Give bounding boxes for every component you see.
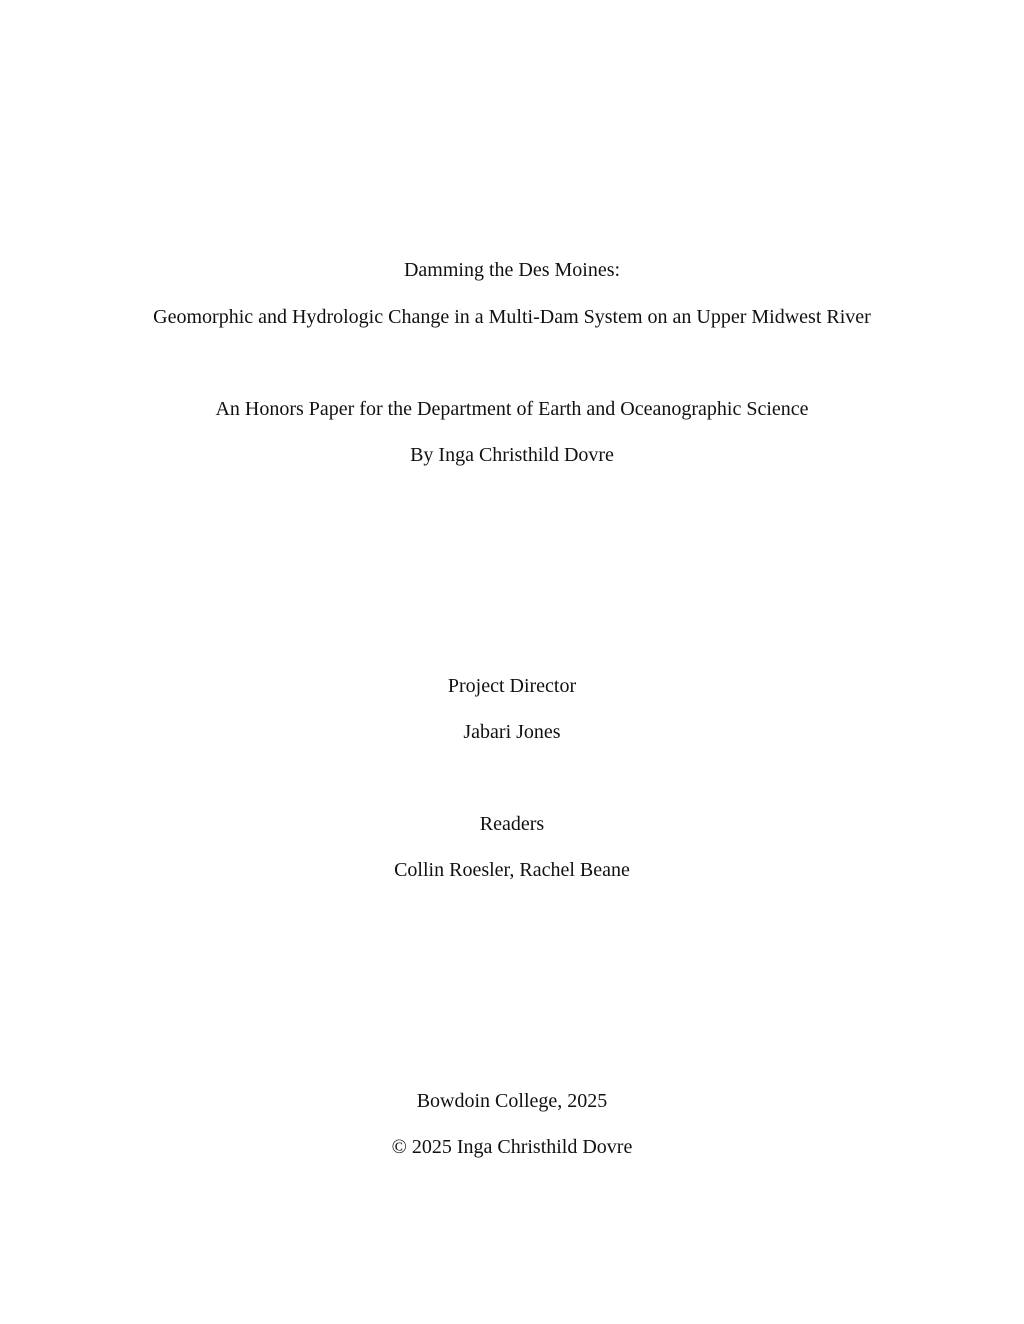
author-line: By Inga Christhild Dovre	[410, 444, 614, 466]
copyright-line: © 2025 Inga Christhild Dovre	[391, 1136, 633, 1158]
readers-label: Readers	[479, 813, 545, 835]
paper-title: Damming the Des Moines:	[403, 259, 621, 281]
honors-statement: An Honors Paper for the Department of Earth and Oceanographic Science	[215, 398, 809, 420]
institution-line: Bowdoin College, 2025	[416, 1090, 608, 1112]
readers-names: Collin Roesler, Rachel Beane	[394, 859, 630, 881]
project-director-name: Jabari Jones	[463, 721, 561, 743]
paper-subtitle: Geomorphic and Hydrologic Change in a Multi-Dam System on an Upper Midwest River	[153, 306, 871, 328]
project-director-label: Project Director	[447, 675, 577, 697]
